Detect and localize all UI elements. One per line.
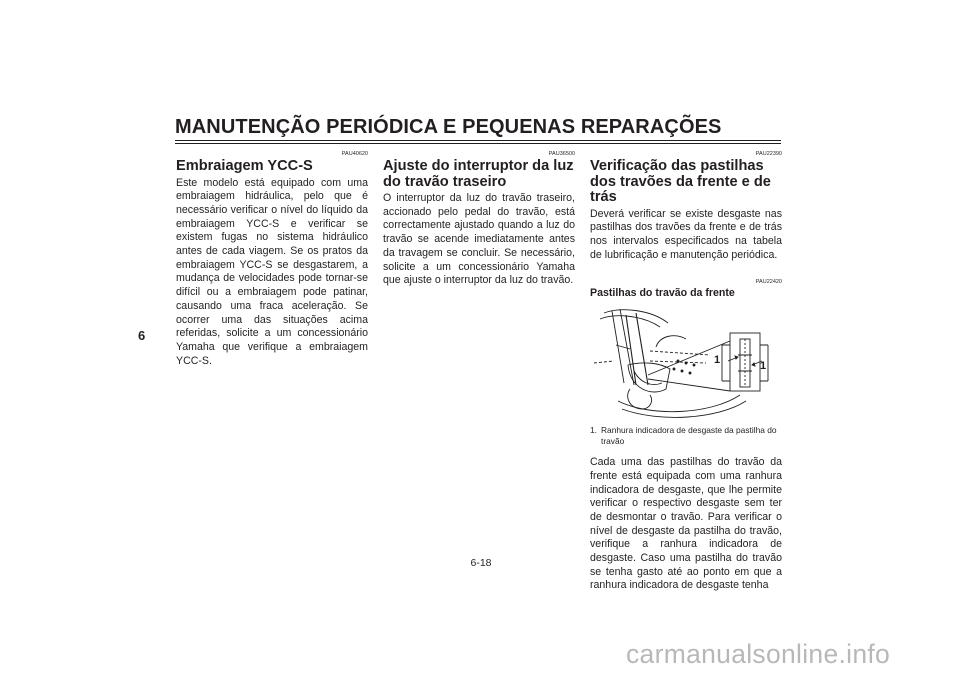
section-code: PAU22390 — [755, 151, 782, 157]
page-title: MANUTENÇÃO PERIÓDICA E PEQUENAS REPARAÇÕES — [175, 116, 722, 138]
page-number: 6-18 — [470, 557, 492, 569]
section-heading: Verificação das pastilhas dos travões da frente e de trás — [590, 158, 771, 205]
header-rule-top — [175, 140, 781, 141]
caption-text: Ranhura indicadora de desgaste da pastilha do travão — [601, 425, 777, 446]
figure-caption — [590, 425, 782, 446]
brake-caliper-drawing — [590, 305, 782, 423]
header-rule-bottom — [175, 143, 781, 144]
section-body: Deverá verificar se existe desgaste nas pastilhas dos travões da frente e de trás nos intervalos especificados na tabela de lubrificação e manutenção periódica. — [590, 207, 782, 261]
brake-pad-illustration — [590, 305, 782, 423]
section-body-continued: Cada uma das pastilhas do travão da frente está equipada com uma ranhura indicadora de desgaste, que lhe permite verificar o respectivo desgaste sem ter de desmontar o travão. Para verificar o nível de desgaste da pastilha do travão, verifique a ranhura indicadora de desgaste. Caso uma pastilha do travão se tenha gasto até ao ponto em que a ranhura indicadora de desgaste tenha — [590, 456, 782, 592]
section-heading: Ajuste do interruptor da luz do travão traseiro — [383, 158, 574, 190]
column-clutch — [176, 150, 368, 368]
caption-number: 1. — [590, 425, 597, 436]
column-brake-pads — [590, 150, 782, 593]
callout-label-left: 1 — [714, 354, 721, 367]
section-body: O interruptor da luz do travão traseiro, accionado pelo pedal do travão, está correctamente ajustado quando a luz do travão se acende imediatamente antes da travagem se concluir. Se necessário, solicite a um concessionário Yamaha que ajuste o interruptor da luz do travão. — [383, 192, 575, 287]
section-body: Este modelo está equipado com uma embraiagem hidráulica, pelo que é necessário verificar o nível do líquido da embraiagem YCC-S e verificar se existem fugas no sistema hidráulico antes de cada viagem. Se os pratos da embraiagem YCC-S se desgastarem, a mudança de velocidades pode tornar-se difícil ou a embraiagem pode patinar, causando uma fraca aceleração. Se ocorrer uma das situações acima referidas, solicite a um concessionário Yamaha que verifique a embraiagem YCC-S. — [176, 176, 368, 367]
column-brake-light-switch — [383, 150, 575, 288]
chapter-tab: 6 — [137, 322, 172, 350]
section-heading: Embraiagem YCC-S — [176, 158, 313, 174]
callout-label-right: 1 — [760, 360, 767, 373]
subsection-code: PAU22420 — [755, 279, 782, 286]
watermark: carmanualsonline.info — [626, 639, 891, 669]
section-code: PAU40620 — [341, 151, 368, 157]
subsection-heading: Pastilhas do travão da frente — [590, 287, 735, 300]
section-code: PAU36500 — [548, 151, 575, 157]
